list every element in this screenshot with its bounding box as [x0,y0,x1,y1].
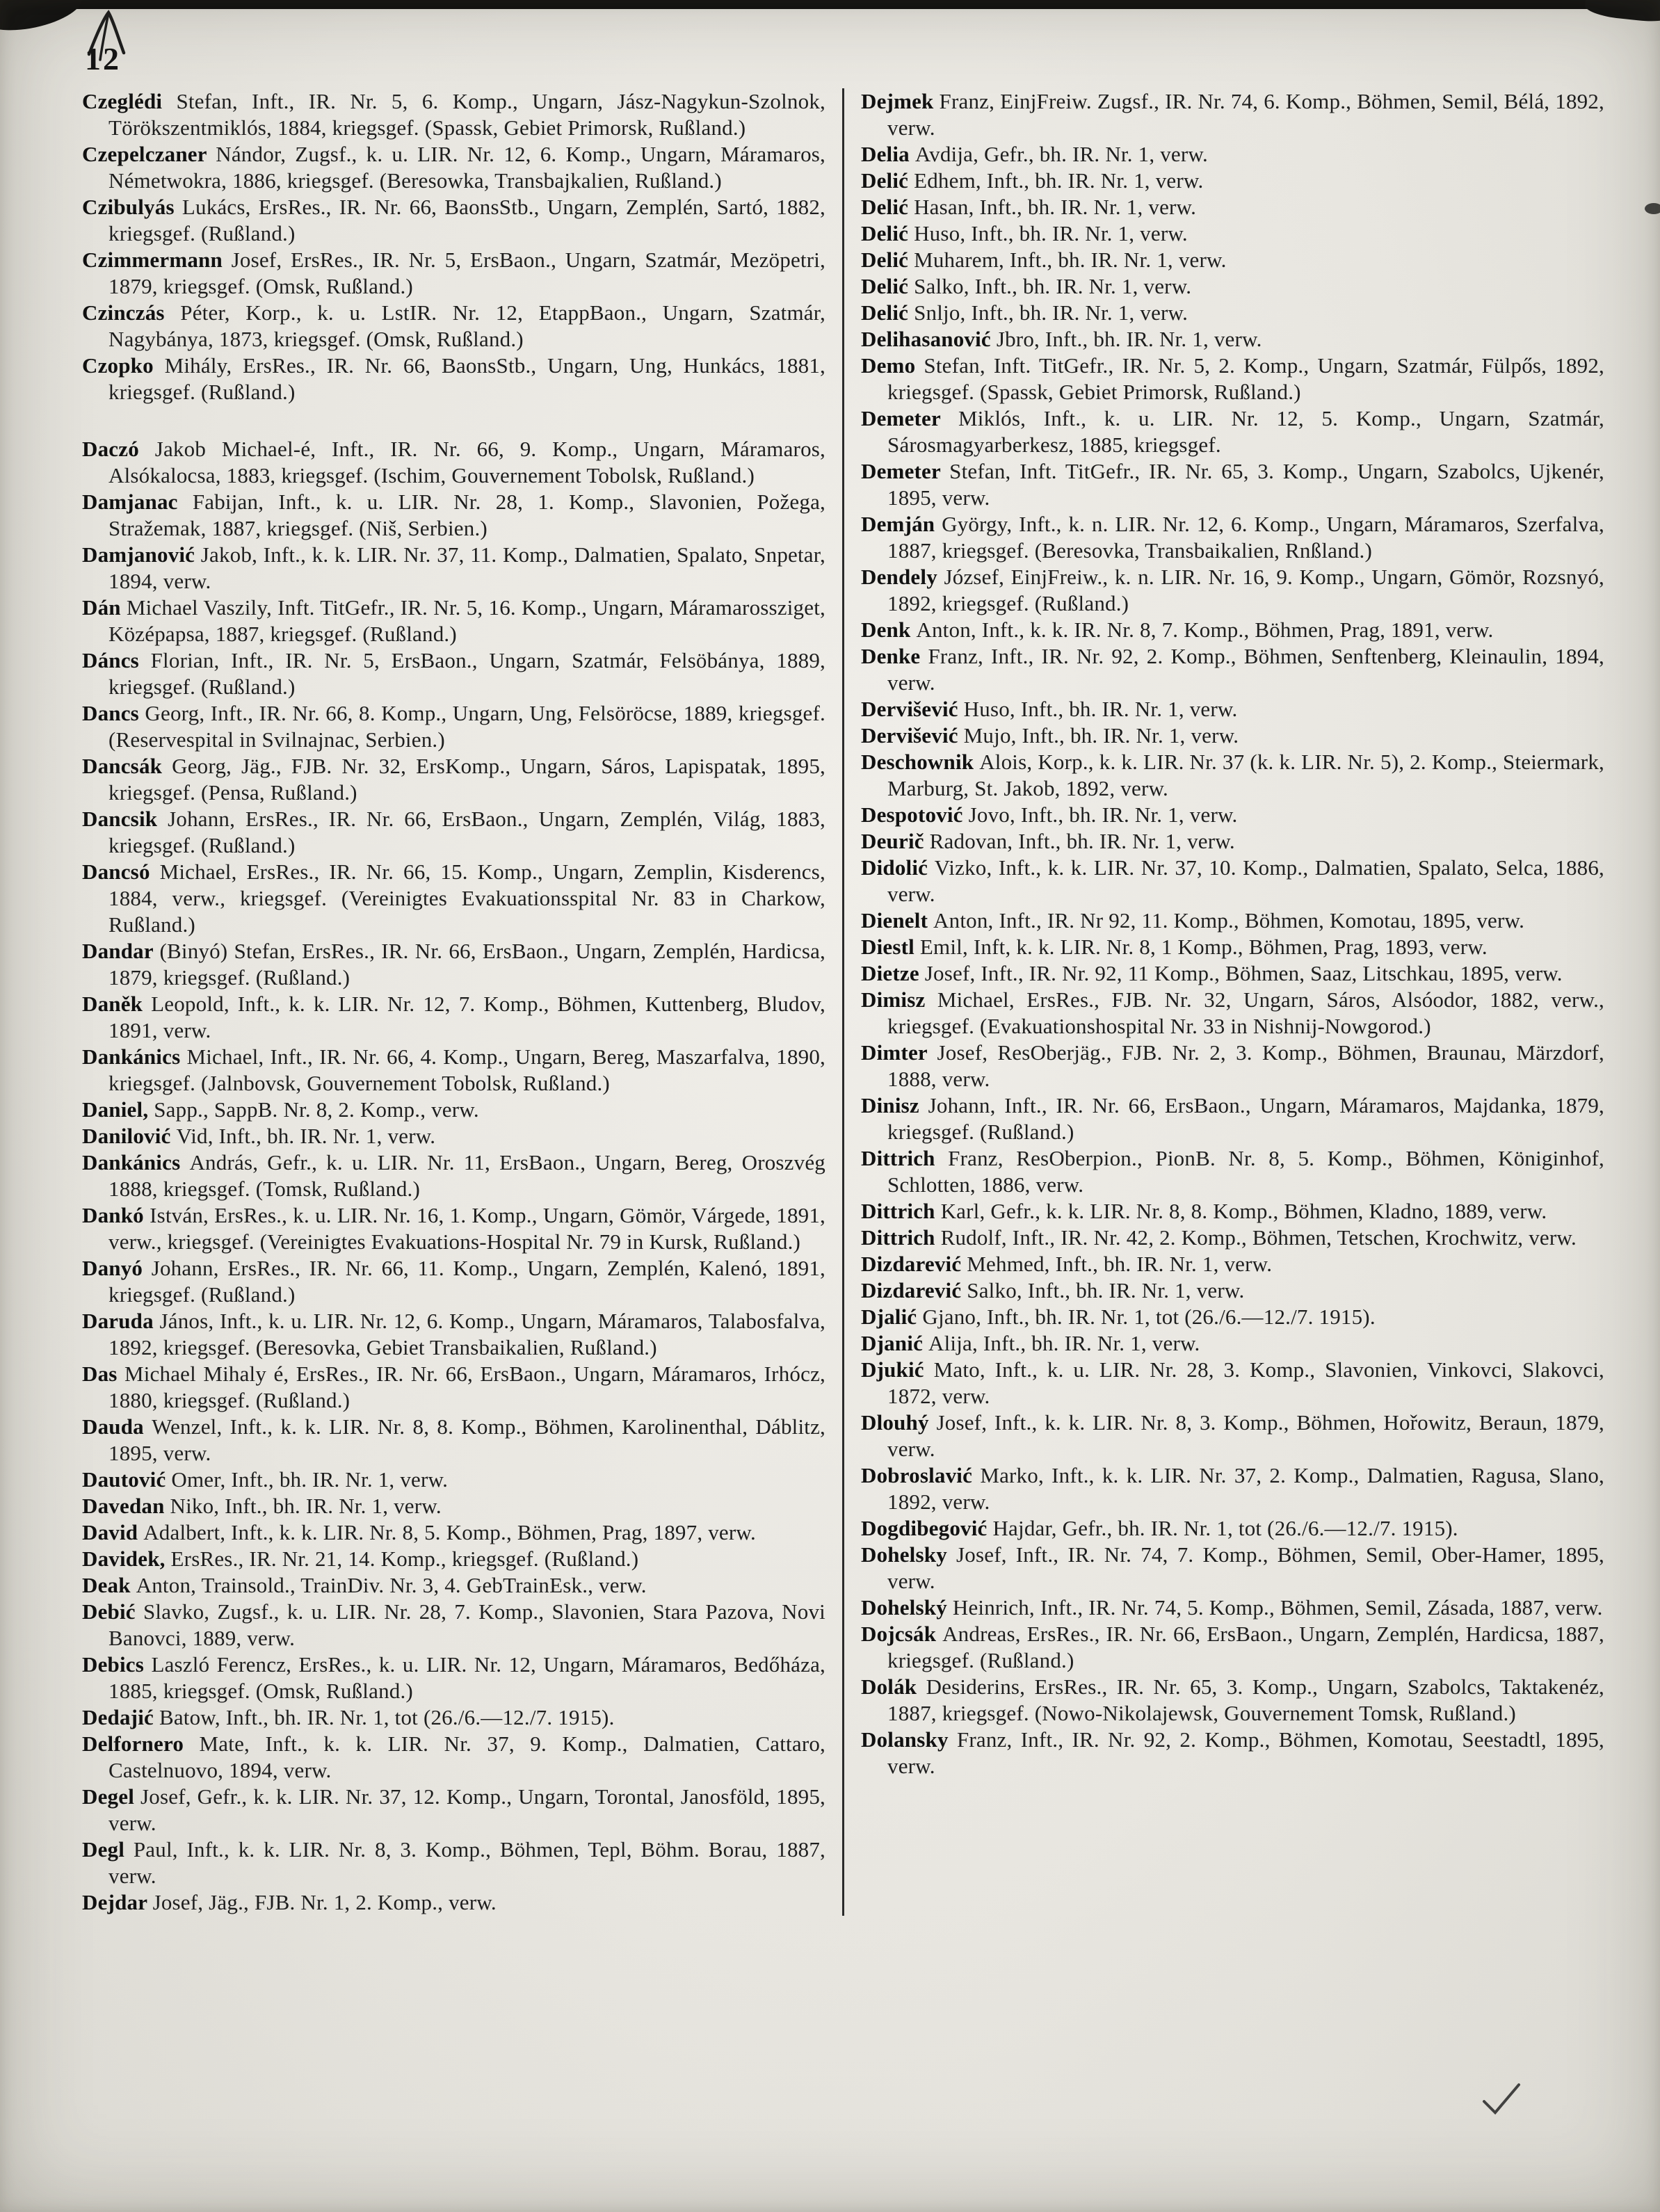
list-item [82,1519,825,1546]
entry-surname: Dizdarević [861,1278,967,1302]
entry-text: György, Inft., k. n. LIR. Nr. 12, 6. Komp., Ungarn, Máramaros, Szerfalva, 1887, kriegsgef. (Beresovka, Transbaikalien, Rnßland.) [887,512,1604,563]
scan-edge-strip [0,0,1660,9]
entry-text: Huso, Inft., bh. IR. Nr. 1, verw. [914,221,1188,245]
entry-surname: Dolansky [861,1727,957,1752]
entry-text: Josef, Inft., k. k. LIR. Nr. 8, 3. Komp., Böhmen, Hořowitz, Beraun, 1879, verw. [887,1410,1605,1461]
list-item [861,696,1604,722]
entry-surname: Dendely [861,565,944,589]
entry-surname: Dojcsák [861,1622,943,1646]
entry-text: Florian, Inft., IR. Nr. 5, ErsBaon., Ungarn, Szatmár, Felsöbánya, 1889, kriegsgef. (Rußland.) [108,648,825,699]
entry-text: Hasan, Inft., bh. IR. Nr. 1, verw. [914,195,1197,219]
list-item [82,1546,825,1572]
list-item [861,1145,1604,1198]
entry-text: Avdija, Gefr., bh. IR. Nr. 1, verw. [914,142,1208,166]
list-item [861,247,1604,273]
list-item [861,1462,1604,1515]
entry-text: Mehmed, Inft., bh. IR. Nr. 1, verw. [967,1252,1273,1276]
entry-surname: Dizdarević [861,1252,967,1276]
list-item [82,141,825,194]
entry-surname: Dohelsky [861,1542,957,1567]
entry-surname: Delić [861,221,914,245]
entry-text: Anton, Inft., IR. Nr 92, 11. Komp., Böhmen, Komotau, 1895, verw. [933,908,1525,933]
list-item [82,595,825,647]
list-item [861,1595,1604,1621]
entry-surname: Dobroslavić [861,1463,981,1487]
list-item [82,436,825,489]
list-item [861,1542,1604,1595]
entry-surname: Dankánics [82,1150,190,1174]
entry-surname: Dán [82,595,127,620]
entry-text: Edhem, Inft., bh. IR. Nr. 1, verw. [914,168,1204,193]
entry-text: Mate, Inft., k. k. LIR. Nr. 37, 9. Komp., Dalmatien, Cattaro, Castelnuovo, 1894, verw. [108,1731,826,1782]
scan-smudge-top-left [0,0,86,38]
entry-text: Vizko, Inft., k. k. LIR. Nr. 37, 10. Komp., Dalmatien, Spalato, Selca, 1886, verw. [887,855,1605,906]
entry-text: Snljo, Inft., bh. IR. Nr. 1, verw. [914,300,1188,325]
entry-text: Georg, Jäg., FJB. Nr. 32, ErsKomp., Ungarn, Sáros, Lapispatak, 1895, kriegsgef. (Pensa, Rußland.) [108,754,826,805]
entry-text: Johann, ErsRes., IR. Nr. 66, 11. Komp., Ungarn, Zemplén, Kalenó, 1891, kriegsgef. (Rußland.) [108,1256,825,1307]
entry-text: Salko, Inft., bh. IR. Nr. 1, verw. [967,1278,1245,1302]
entry-surname: Diestl [861,935,920,959]
entry-text: Michael Mihaly é, ErsRes., IR. Nr. 66, ErsBaon., Ungarn, Máramaros, Irhócz, 1880, kriegsgef. (Rußland.) [108,1362,825,1412]
entry-surname: Delić [861,300,914,325]
list-item [861,934,1604,960]
entry-surname: Dittrich [861,1199,941,1223]
entry-text: Vid, Inft., bh. IR. Nr. 1, verw. [176,1124,436,1148]
entry-text: Stefan, Inft. TitGefr., IR. Nr. 5, 2. Komp., Ungarn, Szatmár, Fülpős, 1892, kriegsgef. (Spassk, Gebiet Primorsk, Rußland.) [887,353,1604,404]
entry-surname: Djukić [861,1357,934,1382]
list-item [82,194,825,247]
entry-surname: Debić [82,1599,143,1624]
list-item [82,1202,825,1255]
list-item [861,617,1604,643]
list-item [861,353,1604,405]
entry-surname: Czinczás [82,300,181,325]
entry-text: Johann, Inft., IR. Nr. 66, ErsBaon., Ungarn, Máramaros, Majdanka, 1879, kriegsgef. (Rußland.) [887,1093,1604,1144]
list-item [861,1357,1604,1410]
list-item [861,1251,1604,1277]
list-item [82,700,825,753]
entry-surname: Dervišević [861,723,964,748]
entry-text: Sapp., SappB. Nr. 8, 2. Komp., verw. [154,1097,479,1122]
entry-surname: Dogdibegović [861,1516,993,1540]
entry-surname: Didolić [861,855,935,880]
list-item [861,220,1604,247]
entry-text: Slavko, Zugsf., k. u. LIR. Nr. 28, 7. Komp., Slavonien, Stara Pazova, Novi Banovci, 1889, verw. [108,1599,825,1650]
entry-surname: Dejdar [82,1890,153,1914]
entry-text: Batow, Inft., bh. IR. Nr. 1, tot (26./6.—12./7. 1915). [159,1705,615,1729]
entry-surname: Delihasanović [861,327,997,351]
page-number: 12 [85,41,121,76]
entry-text: Josef, Gefr., k. k. LIR. Nr. 37, 12. Komp., Ungarn, Torontal, Janosföld, 1895, verw. [108,1784,825,1835]
list-item [82,1361,825,1414]
list-item [861,987,1604,1040]
entry-surname: Deurič [861,829,930,853]
entry-text: Hajdar, Gefr., bh. IR. Nr. 1, tot (26./6.—12./7. 1915). [992,1516,1458,1540]
entry-text: Karl, Gefr., k. k. LIR. Nr. 8, 8. Komp., Böhmen, Kladno, 1889, verw. [940,1199,1547,1223]
entry-surname: Damjanović [82,542,201,567]
list-item [82,1097,825,1123]
entry-text: Alija, Inft., bh. IR. Nr. 1, verw. [928,1331,1200,1355]
entry-surname: Dancsák [82,754,172,778]
list-item [861,1304,1604,1330]
entry-surname: Despotović [861,802,969,827]
entry-text: Franz, EinjFreiw. Zugsf., IR. Nr. 74, 6. Komp., Böhmen, Semil, Bélá, 1892, verw. [887,89,1604,140]
entry-text: ErsRes., IR. Nr. 21, 14. Komp., kriegsgef. (Rußland.) [170,1547,639,1571]
entry-text: Josef, ErsRes., IR. Nr. 5, ErsBaon., Ungarn, Szatmár, Mezöpetri, 1879, kriegsgef. (Omsk, Rußland.) [108,248,826,298]
entry-surname: Dimter [861,1040,937,1065]
entry-surname: Dedajić [82,1705,159,1729]
entry-surname: Daruda [82,1309,160,1333]
entry-surname: Deak [82,1573,136,1597]
entry-text: Jakob Michael-é, Inft., IR. Nr. 66, 9. Komp., Ungarn, Máramaros, Alsókalocsa, 1883, kriegsgef. (Ischim, Gouvernement Tobolsk, Rußland.) [108,437,825,487]
entry-text: Josef, Inft., IR. Nr. 92, 11 Komp., Böhmen, Saaz, Litschkau, 1895, verw. [924,961,1563,985]
list-item [82,542,825,595]
entry-surname: Dancs [82,701,145,725]
list-item [861,1410,1604,1462]
entry-surname: Demeter [861,459,950,483]
entry-text: Radovan, Inft., bh. IR. Nr. 1, verw. [929,829,1235,853]
entry-text: József, EinjFreiw., k. n. LIR. Nr. 16, 9. Komp., Ungarn, Gömör, Rozsnyó, 1892, kriegsgef. (Rußland.) [887,565,1604,615]
entry-surname: Das [82,1362,124,1386]
list-item [82,647,825,700]
entry-text: Paul, Inft., k. k. LIR. Nr. 8, 3. Komp., Böhmen, Tepl, Böhm. Borau, 1887, verw. [108,1837,825,1888]
entry-text: Fabijan, Inft., k. u. LIR. Nr. 28, 1. Komp., Slavonien, Požega, Stražemak, 1887, kriegsgef. (Niš, Serbien.) [108,490,825,540]
list-item [82,300,825,353]
list-item [82,859,825,938]
entry-text: Péter, Korp., k. u. LstIR. Nr. 12, EtappBaon., Ungarn, Szatmár, Nagybánya, 1873, kriegsgef. (Omsk, Rußland.) [108,300,826,351]
entry-text: Franz, ResOberpion., PionB. Nr. 8, 5. Komp., Böhmen, Königinhof, Schlotten, 1886, verw. [887,1146,1604,1197]
entry-text: Andreas, ErsRes., IR. Nr. 66, ErsBaon., Ungarn, Zemplén, Hardicsa, 1887, kriegsgef. (Rußland.) [887,1622,1604,1672]
entry-text: Stefan, Inft., IR. Nr. 5, 6. Komp., Ungarn, Jász-Nagykun-Szolnok, Törökszentmiklós, 1884, kriegsgef. (Spassk, Gebiet Primorsk, Rußland.) [108,89,825,140]
entry-text: Josef, Jäg., FJB. Nr. 1, 2. Komp., verw. [152,1890,497,1914]
list-item [861,511,1604,564]
entry-surname: Czimmermann [82,248,232,272]
entry-text: Wenzel, Inft., k. k. LIR. Nr. 8, 8. Komp., Böhmen, Karolinenthal, Dáblitz, 1895, verw. [108,1414,825,1465]
list-item [861,1727,1604,1779]
entry-text: Laszló Ferencz, ErsRes., k. u. LIR. Nr. 12, Ungarn, Máramaros, Bedőháza, 1885, kriegsgef. (Omsk, Rußland.) [108,1652,825,1703]
list-item [82,1889,825,1916]
entry-surname: Danilović [82,1124,177,1148]
list-item [861,749,1604,802]
entry-surname: Daněk [82,992,152,1016]
entry-text: Omer, Inft., bh. IR. Nr. 1, verw. [171,1467,449,1492]
entry-text: Desiderins, ErsRes., IR. Nr. 65, 3. Komp., Ungarn, Szabolcs, Taktakenéz, 1887, kriegsgef. (Nowo-Nikolajewsk, Gouvernement Tomsk, Rußland.) [887,1674,1604,1725]
list-item [861,907,1604,934]
column-right [844,88,1604,1916]
entry-text: Michael, Inft., IR. Nr. 66, 4. Komp., Ungarn, Bereg, Maszarfalva, 1890, kriegsgef. (Jalnbovsk, Gouvernement Tobolsk, Rußland.) [108,1044,826,1095]
entry-surname: Djalić [861,1305,923,1329]
list-item [82,1044,825,1097]
list-item [861,141,1604,168]
entry-surname: Dienelt [861,908,934,933]
entry-text: Rudolf, Inft., IR. Nr. 42, 2. Komp., Böhmen, Tetschen, Krochwitz, verw. [940,1225,1577,1250]
entry-text: Muharem, Inft., bh. IR. Nr. 1, verw. [914,248,1227,272]
entry-text: Jovo, Inft., bh. IR. Nr. 1, verw. [968,802,1238,827]
entry-surname: Denke [861,644,928,668]
entry-surname: Dancsik [82,807,168,831]
entry-surname: Czepelczaner [82,142,216,166]
entry-surname: Delić [861,274,914,298]
list-item [861,722,1604,749]
list-item [861,88,1604,141]
list-item [82,1784,825,1836]
entry-surname: Dauda [82,1414,152,1439]
list-item [861,1674,1604,1727]
entry-surname: Davidek, [82,1547,171,1571]
entry-surname: Denk [861,617,917,642]
scan-smudge-right-edge [1645,203,1660,214]
entry-surname: Delia [861,142,915,166]
list-item [82,1836,825,1889]
list-item [82,1652,825,1704]
entry-surname: Dittrich [861,1225,941,1250]
entry-surname: Dimisz [861,987,937,1012]
entry-surname: Degl [82,1837,134,1862]
list-item [82,1414,825,1467]
list-item [861,1225,1604,1251]
list-item [861,458,1604,511]
list-item [82,806,825,859]
list-item [861,564,1604,617]
entry-text: Niko, Inft., bh. IR. Nr. 1, verw. [170,1494,442,1518]
entry-surname: Delfornero [82,1731,200,1756]
entry-text: Jakob, Inft., k. k. LIR. Nr. 37, 11. Komp., Dalmatien, Spalato, Snpetar, 1894, verw. [108,542,825,593]
list-item [861,1040,1604,1092]
entry-text: Lukács, ErsRes., IR. Nr. 66, BaonsStb., Ungarn, Zemplén, Sartó, 1882, kriegsgef. (Rußland.) [108,195,825,245]
entry-surname: Dáncs [82,648,151,672]
entry-text: Marko, Inft., k. k. LIR. Nr. 37, 2. Komp., Dalmatien, Ragusa, Slano, 1892, verw. [887,1463,1605,1514]
entry-surname: David [82,1520,144,1544]
list-item [861,1092,1604,1145]
entry-text: András, Gefr., k. u. LIR. Nr. 11, ErsBaon., Ungarn, Bereg, Oroszvég 1888, kriegsgef. (Tomsk, Rußland.) [108,1150,826,1201]
list-item [861,1198,1604,1225]
entry-surname: Damjanac [82,490,193,514]
list-item [861,1621,1604,1674]
entry-text: (Binyó) Stefan, ErsRes., IR. Nr. 66, ErsBaon., Ungarn, Zemplén, Hardicsa, 1879, kriegsgef. (Rußland.) [108,939,825,990]
list-item [82,1467,825,1493]
list-item [82,353,825,405]
entry-text: Michael, ErsRes., FJB. Nr. 32, Ungarn, Sáros, Alsóodor, 1882, verw., kriegsgef. (Evakuationshospital Nr. 33 in Nishnij-Nowgorod.) [887,987,1604,1038]
entry-surname: Dandar [82,939,160,963]
entry-text: Franz, Inft., IR. Nr. 92, 2. Komp., Böhmen, Senftenberg, Kleinaulin, 1894, verw. [887,644,1605,695]
list-item [861,802,1604,828]
entry-text: Stefan, Inft. TitGefr., IR. Nr. 65, 3. Komp., Ungarn, Szabolcs, Ujkenér, 1895, verw. [887,459,1604,510]
list-item [861,960,1604,987]
list-item [82,1599,825,1652]
list-item [82,1255,825,1308]
list-item [82,1308,825,1361]
list-item [861,855,1604,907]
list-item [82,753,825,806]
entry-surname: Demeter [861,406,959,430]
entry-text: János, Inft., k. u. LIR. Nr. 12, 6. Komp., Ungarn, Máramaros, Talabosfalva, 1892, kriegsgef. (Beresovka, Gebiet Transbaikalien, Rußland.) [108,1309,825,1359]
entry-surname: Dancsó [82,859,160,884]
entry-surname: Danyó [82,1256,152,1280]
entry-surname: Dankó [82,1203,150,1227]
entry-text: Salko, Inft., bh. IR. Nr. 1, verw. [914,274,1192,298]
entry-surname: Delić [861,248,914,272]
list-item [861,643,1604,696]
entry-text: Miklós, Inft., k. u. LIR. Nr. 12, 5. Komp., Ungarn, Szatmár, Sárosmagyarberkesz, 1885, kriegsgef. [887,406,1604,457]
entry-text: Georg, Inft., IR. Nr. 66, 8. Komp., Ungarn, Ung, Felsöröcse, 1889, kriegsgef. (Reservespital in Svilnajnac, Serbien.) [108,701,825,752]
entry-text: Emil, Inft, k. k. LIR. Nr. 8, 1 Komp., Böhmen, Prag, 1893, verw. [919,935,1488,959]
entry-text: Leopold, Inft., k. k. LIR. Nr. 12, 7. Komp., Böhmen, Kuttenberg, Bludov, 1891, verw. [108,992,825,1042]
entry-text: Gjano, Inft., bh. IR. Nr. 1, tot (26./6.—12./7. 1915). [922,1305,1376,1329]
entry-text: Adalbert, Inft., k. k. LIR. Nr. 8, 5. Komp., Böhmen, Prag, 1897, verw. [143,1520,756,1544]
list-item [82,1149,825,1202]
entry-text: Nándor, Zugsf., k. u. LIR. Nr. 12, 6. Komp., Ungarn, Máramaros, Németwokra, 1886, kriegsgef. (Beresowka, Transbajkalien, Rußland.) [108,142,825,193]
entry-surname: Dautović [82,1467,172,1492]
entry-surname: Czibulyás [82,195,182,219]
entry-text: Michael, ErsRes., IR. Nr. 66, 15. Komp., Ungarn, Zemplin, Kisderencs, 1884, verw., kriegsgef. (Vereinigtes Evakuationsspital Nr. 83 in Charkow, Rußland.) [108,859,825,937]
list-item [82,938,825,991]
entry-surname: Delić [861,195,914,219]
entry-text: Jbro, Inft., bh. IR. Nr. 1, verw. [996,327,1262,351]
list-item [861,1277,1604,1304]
list-item [82,1731,825,1784]
entry-surname: Dervišević [861,697,964,721]
list-item [82,1493,825,1519]
entry-surname: Czeglédi [82,89,177,113]
entry-text: Franz, Inft., IR. Nr. 92, 2. Komp., Böhmen, Komotau, Seestadtl, 1895, verw. [887,1727,1604,1778]
entry-text: Anton, Trainsold., TrainDiv. Nr. 3, 4. GebTrainEsk., verw. [136,1573,647,1597]
list-item [82,88,825,141]
entry-surname: Dietze [861,961,925,985]
entry-surname: Dejmek [861,89,940,113]
entry-text: István, ErsRes., k. u. LIR. Nr. 16, 1. Komp., Ungarn, Gömör, Várgede, 1891, verw., kriegsgef. (Vereinigtes Evakuations-Hospital Nr. 79 in Kursk, Rußland.) [108,1203,825,1254]
entry-text: Anton, Inft., k. k. IR. Nr. 8, 7. Komp., Böhmen, Prag, 1891, verw. [916,617,1494,642]
list-item [861,326,1604,353]
entry-text: Mihály, ErsRes., IR. Nr. 66, BaonsStb., Ungarn, Ung, Hunkács, 1881, kriegsgef. (Rußland.) [108,353,825,404]
entry-text: Josef, ResOberjäg., FJB. Nr. 2, 3. Komp., Böhmen, Braunau, Märzdorf, 1888, verw. [887,1040,1604,1091]
list-item [861,273,1604,300]
entry-text: Josef, Inft., IR. Nr. 74, 7. Komp., Böhmen, Semil, Ober-Hamer, 1895, verw. [887,1542,1605,1593]
entry-text: Mujo, Inft., bh. IR. Nr. 1, verw. [963,723,1239,748]
entry-surname: Demo [861,353,924,378]
list-item [861,405,1604,458]
entry-text: Michael Vaszily, Inft. TitGefr., IR. Nr. 5, 16. Komp., Ungarn, Máramarossziget, Középapsa, 1887, kriegsgef. (Rußland.) [108,595,825,646]
entry-surname: Dlouhý [861,1410,937,1435]
entry-surname: Delić [861,168,914,193]
list-item [82,489,825,542]
entry-surname: Degel [82,1784,140,1809]
entry-surname: Daczó [82,437,155,461]
entry-text: Alois, Korp., k. k. LIR. Nr. 37 (k. k. LIR. Nr. 5), 2. Komp., Steiermark, Marburg, St. Jakob, 1892, verw. [887,750,1604,800]
list-item [861,1515,1604,1542]
entry-text: Johann, ErsRes., IR. Nr. 66, ErsBaon., Ungarn, Zemplén, Világ, 1883, kriegsgef. (Rußland.) [108,807,826,857]
list-item [861,828,1604,855]
list-item [861,168,1604,194]
entry-surname: Dankánics [82,1044,187,1069]
two-column-layout [82,88,1604,1916]
entry-text: Mato, Inft., k. u. LIR. Nr. 28, 3. Komp., Slavonien, Vinkovci, Slakovci, 1872, verw. [887,1357,1605,1408]
list-item [82,1572,825,1599]
entry-surname: Dohelský [861,1595,953,1620]
entry-text: Huso, Inft., bh. IR. Nr. 1, verw. [963,697,1238,721]
entry-surname: Deschownik [861,750,980,774]
list-item [82,1123,825,1149]
list-item [861,194,1604,220]
entry-surname: Dittrich [861,1146,949,1170]
page [82,40,1604,1916]
scan-smudge-top-right [1584,0,1660,24]
entry-surname: Dinisz [861,1093,928,1117]
list-item [82,247,825,300]
entry-surname: Debics [82,1652,152,1677]
list-item [82,991,825,1044]
list-item [861,1330,1604,1357]
list-item [82,1704,825,1731]
entry-surname: Daniel, [82,1097,154,1122]
entry-surname: Dolák [861,1674,926,1699]
column-left [82,88,842,1916]
entry-surname: Djanić [861,1331,928,1355]
entry-surname: Czopko [82,353,165,378]
entry-text: Heinrich, Inft., IR. Nr. 74, 5. Komp., Böhmen, Semil, Zásada, 1887, verw. [952,1595,1603,1620]
entry-surname: Davedan [82,1494,170,1518]
entry-surname: Demján [861,512,942,536]
list-item [861,300,1604,326]
pen-mark-check [1480,2081,1524,2120]
